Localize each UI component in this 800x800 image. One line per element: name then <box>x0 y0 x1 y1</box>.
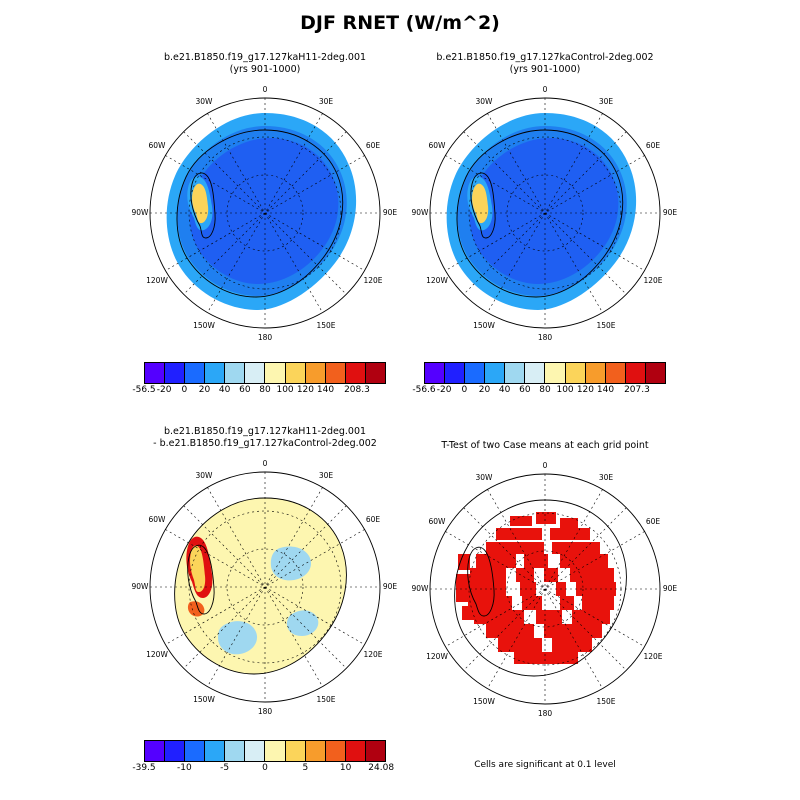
colorbar-swatch <box>505 363 525 383</box>
svg-text:30W: 30W <box>475 97 493 106</box>
svg-text:30E: 30E <box>598 473 614 482</box>
panel-case1-title-line2: (yrs 901-1000) <box>229 64 301 75</box>
svg-text:90W: 90W <box>411 584 429 593</box>
colorbar-swatch <box>165 363 185 383</box>
svg-text:0: 0 <box>262 85 268 94</box>
svg-text:150E: 150E <box>596 321 616 330</box>
panel-ttest-title <box>410 440 680 452</box>
svg-text:150W: 150W <box>193 321 215 330</box>
svg-text:90E: 90E <box>382 582 398 591</box>
colorbar-case1 <box>132 362 386 398</box>
colorbar-swatch <box>425 363 445 383</box>
colorbar-swatch <box>366 363 385 383</box>
colorbar-label: 0 <box>262 763 268 773</box>
colorbar-swatch <box>346 363 366 383</box>
svg-text:60W: 60W <box>148 141 166 150</box>
panel-difference-title <box>130 426 400 450</box>
colorbar-label: 80 <box>539 385 551 395</box>
colorbar-difference <box>132 740 395 776</box>
map-difference <box>130 452 400 722</box>
colorbar-label: 208.3 <box>344 385 370 395</box>
colorbar-swatch <box>606 363 626 383</box>
map-case2 <box>410 78 680 348</box>
colorbar-swatch <box>265 741 285 761</box>
colorbar-swatch <box>185 363 205 383</box>
colorbar-label: 120 <box>296 385 314 395</box>
svg-text:60W: 60W <box>148 515 166 524</box>
colorbar-swatch <box>646 363 665 383</box>
svg-text:150W: 150W <box>473 321 495 330</box>
colorbar-swatch <box>586 363 606 383</box>
colorbar-swatch <box>245 741 265 761</box>
svg-text:60E: 60E <box>645 517 661 526</box>
colorbar-label: -56.6 <box>412 385 436 395</box>
svg-text:180: 180 <box>537 333 553 342</box>
colorbar-swatch <box>326 363 346 383</box>
panel-case2-title-line2: (yrs 901-1000) <box>509 64 581 75</box>
colorbar-case1-boxes <box>144 362 386 384</box>
colorbar-difference-boxes <box>144 740 386 762</box>
colorbar-swatch <box>306 363 326 383</box>
svg-text:90W: 90W <box>411 208 429 217</box>
svg-text:0: 0 <box>542 85 548 94</box>
svg-text:30E: 30E <box>318 471 334 480</box>
svg-text:180: 180 <box>537 709 553 718</box>
colorbar-label: -56.5 <box>132 385 156 395</box>
map-case1 <box>130 78 400 348</box>
svg-text:90E: 90E <box>662 208 678 217</box>
colorbar-swatch <box>145 741 165 761</box>
colorbar-swatch <box>225 741 245 761</box>
colorbar-case2-labels <box>412 384 666 398</box>
colorbar-label: 80 <box>259 385 271 395</box>
colorbar-swatch <box>245 363 265 383</box>
svg-text:150E: 150E <box>596 697 616 706</box>
svg-text:30W: 30W <box>195 471 213 480</box>
colorbar-label: 60 <box>239 385 251 395</box>
svg-text:120E: 120E <box>643 276 663 285</box>
svg-text:150W: 150W <box>473 697 495 706</box>
svg-text:30W: 30W <box>195 97 213 106</box>
colorbar-label: 140 <box>596 385 615 395</box>
colorbar-swatch <box>366 741 385 761</box>
colorbar-label: 10 <box>339 763 352 773</box>
colorbar-label: 60 <box>519 385 531 395</box>
svg-text:60E: 60E <box>645 141 661 150</box>
svg-text:150E: 150E <box>316 695 336 704</box>
colorbar-swatch <box>286 741 306 761</box>
svg-text:120W: 120W <box>146 276 168 285</box>
colorbar-label: 207.3 <box>624 385 650 395</box>
svg-text:90E: 90E <box>662 584 678 593</box>
svg-text:60W: 60W <box>428 517 446 526</box>
colorbar-swatch <box>445 363 465 383</box>
panel-case2 <box>410 52 680 352</box>
svg-text:60E: 60E <box>365 515 381 524</box>
colorbar-swatch <box>566 363 586 383</box>
panel-case1 <box>130 52 400 352</box>
svg-text:180: 180 <box>257 333 273 342</box>
svg-text:30E: 30E <box>318 97 334 106</box>
colorbar-case2-boxes <box>424 362 666 384</box>
svg-text:120W: 120W <box>426 276 448 285</box>
colorbar-case1-labels <box>132 384 386 398</box>
svg-text:150W: 150W <box>193 695 215 704</box>
colorbar-label: 100 <box>556 385 574 395</box>
svg-text:120E: 120E <box>363 650 383 659</box>
colorbar-swatch <box>306 741 326 761</box>
colorbar-swatch <box>225 363 245 383</box>
colorbar-swatch <box>465 363 485 383</box>
svg-text:120E: 120E <box>643 652 663 661</box>
panel-case2-title-line1: b.e21.B1850.f19_g17.127kaControl-2deg.002 <box>436 52 654 63</box>
ttest-significance-note: Cells are significant at 0.1 level <box>474 760 616 770</box>
colorbar-label: 140 <box>316 385 335 395</box>
colorbar-swatch <box>525 363 545 383</box>
colorbar-label: 24.08 <box>368 763 395 773</box>
colorbar-label: 100 <box>276 385 294 395</box>
panel-case1-title <box>130 52 400 76</box>
colorbar-swatch <box>165 741 185 761</box>
colorbar-swatch <box>265 363 285 383</box>
svg-text:120W: 120W <box>426 652 448 661</box>
colorbar-label: 20 <box>478 385 491 395</box>
colorbar-swatch <box>545 363 565 383</box>
svg-text:60E: 60E <box>365 141 381 150</box>
svg-text:120W: 120W <box>146 650 168 659</box>
page-title: DJF RNET (W/m^2) <box>300 12 500 34</box>
colorbar-label: -10 <box>176 763 192 773</box>
colorbar-label: -39.5 <box>132 763 156 773</box>
colorbar-swatch <box>626 363 646 383</box>
svg-text:90W: 90W <box>131 208 149 217</box>
panel-case1-title-line1: b.e21.B1850.f19_g17.127kaH11-2deg.001 <box>163 52 367 63</box>
panel-case2-title <box>410 52 680 76</box>
svg-text:0: 0 <box>542 461 548 470</box>
map-ttest <box>410 454 680 724</box>
panel-difference <box>130 426 400 726</box>
svg-text:150E: 150E <box>316 321 336 330</box>
colorbar-swatch <box>326 741 346 761</box>
svg-text:30W: 30W <box>475 473 493 482</box>
colorbar-label: -5 <box>220 763 230 773</box>
svg-text:0: 0 <box>262 459 268 468</box>
colorbar-label: 40 <box>498 385 511 395</box>
colorbar-label: -20 <box>156 385 172 395</box>
colorbar-label: 20 <box>198 385 211 395</box>
colorbar-swatch <box>485 363 505 383</box>
colorbar-difference-labels <box>132 762 395 776</box>
svg-text:180: 180 <box>257 707 273 716</box>
panel-ttest <box>410 440 680 770</box>
svg-text:90W: 90W <box>131 582 149 591</box>
colorbar-swatch <box>286 363 306 383</box>
colorbar-swatch <box>185 741 205 761</box>
svg-text:90E: 90E <box>382 208 398 217</box>
colorbar-label: 5 <box>302 763 309 773</box>
colorbar-swatch <box>346 741 366 761</box>
panel-difference-title-line2: - b.e21.B1850.f19_g17.127kaControl-2deg.002 <box>153 438 377 449</box>
colorbar-swatch <box>145 363 165 383</box>
colorbar-label: -20 <box>436 385 452 395</box>
colorbar-label: 0 <box>461 385 468 395</box>
colorbar-swatch <box>205 363 225 383</box>
svg-text:60W: 60W <box>428 141 446 150</box>
colorbar-label: 0 <box>181 385 188 395</box>
colorbar-label: 40 <box>218 385 231 395</box>
colorbar-swatch <box>205 741 225 761</box>
panel-difference-title-line1: b.e21.B1850.f19_g17.127kaH11-2deg.001 <box>163 426 367 437</box>
svg-text:120E: 120E <box>363 276 383 285</box>
svg-text:30E: 30E <box>598 97 614 106</box>
colorbar-case2 <box>412 362 666 398</box>
colorbar-label: 120 <box>576 385 594 395</box>
panel-ttest-title-line1: T-Test of two Case means at each grid point <box>441 440 649 451</box>
